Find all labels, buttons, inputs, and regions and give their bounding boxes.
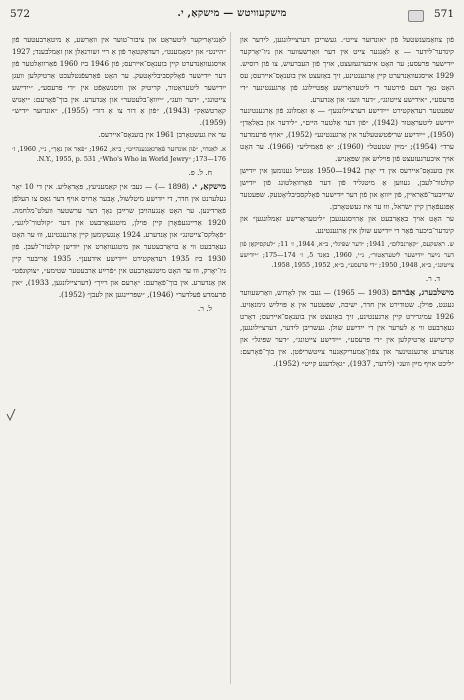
paragraph: שפּעטער רעדאַקטירט ״ייִדישע דערציילונגען״ — אַ זאַמלונג פֿון אַרגענטינער ייִדישע ליטעראַטור (1942), ״פֿון דער אַלטער היים״, ״לידער און באַלאַדן״ (1950), ״ייִדישע שריפֿטשטעלער אין אַרגענטינע״ (1952), ״אויף פֿרעמדער ערד״ (1954); ״מײַן שטעטל״ (1960); ״אַ פֿאַמיליע״ (1966). ער האָט אויך איבערגעזעצט פֿון פּויליש און שפּאַניש. <box>240 106 454 164</box>
entry-body: — געב׳ אין לאָדזש, וואַרשעווער געגנט, פּוילן. שטודירט אין חדר, ישיבה, שפּעטער אין אַ פּויליש גימנאַזיע. 1926 עמיגרירט קיין אַרגענטינע, זיך באַזעצט אין בוענאָס־איירעס; דאָרט געאַרבעט ווי אַ לערער אין די ייִדישע שולן. געשריבן לידער, דערציילונגען, קריטישע אַרטיקלען אין ״די פּרעסע״, ״ייִדישע צייטונג״, ״דער שפּיגל״ און אַנדערע אַרגענטינער און צפֿון־אַמעריקאַנער צײַטשריפֿטן. אין בוך־פֿאָרעם: ״ליכט אויף מײַן וועג״ (לידער, 1937), ״גאָלדענע קייט״ (1952). <box>240 287 454 369</box>
entry-years: (1898 —) <box>155 182 189 192</box>
running-title: מישקעוויטש — מישקאַ, י. <box>177 8 287 19</box>
author-signature: ל. ר. <box>197 304 212 314</box>
column-divider <box>230 32 231 684</box>
paragraph: אין בוענאָס־איירעס אין די יאָרן 1942—1950 אַנטייל גענומען אין ייִדישן קולטור־לעבן, געווען אַ מיטגליד פֿון דער פֿאַרוואַלטונג פֿון ייִדישן שרײַבער־פֿאַראיין, פֿון ייִוואָ און פֿון דער ייִדישער פֿאָלקסביבליאָטעק. שפּעטער אָפּגעפֿאָרן קיין ישׂראל, וווּ ער איז געשטאָרבן. <box>240 165 454 211</box>
entry-name: מישלבערג, אַבֿרהם <box>391 286 454 297</box>
entry-paragraph <box>240 287 454 370</box>
entry-years: (1903 — 1965) <box>333 287 389 297</box>
entry-paragraph <box>12 181 226 300</box>
pencil-check-mark-icon <box>6 408 16 422</box>
left-column <box>12 34 226 313</box>
right-column <box>240 34 454 370</box>
sources-note: א. לאַנדוי, ״פֿון אונדזער פֿאַרגאַנגענהייט״, ב״א, 1962; ״פֿאַר און נאָך״, נ״י, 1960, ז׳ 176—173; ״Who's Who in World Jewry״, N.Y., 1955, p. 531. <box>12 145 226 164</box>
running-header <box>10 8 454 26</box>
paragraph: פֿון צוזאַמענשטעל פֿון ״אונדזער צייט״. געשריבן דערציילונגען, לידער און קינדער־לידער — אַ לאַנגער צייט אין דער וואַרשעווער און ניו־יאָרקער ייִדישער פּרעסע; ער האָט איבערגעזעצט, אויך פֿון העברעיִש, צו פֿון רוסיש. 1929 אויסגעוואַנדערט קיין אַרגענטינע, זיך באַזעצט אין בוענאָס־איירעס; עס האָט נאָך דעם פֿירטער די ליטעראַרישע אָפּטיילונג פֿון אַרגענטינער ״די פּרעסע״, ״אידישע צייטונג״, ״דער וועג״ און אַנדערע. <box>240 35 454 104</box>
page-number-right: 571 <box>433 8 454 20</box>
sources-note: ש. ראַשקעס, ״קאָרנבלום״, 1941; ״דער שפּיגל״, ב״א, 1944, ז׳ 11; ״לעקסיקאָן פֿון דער נײַער ייִדישער ליטעראַטור״, נ״י, 1960, באַנד 5, ז׳ 174—175; ״ייִדישע צייטונג״, ב״א, 1948, 1950; ״די פּרעסע״, ב״א, 1952, 1955, 1958. <box>240 240 454 269</box>
paragraph: לאַנגיאָריקער ליטעראַט און ציבור־טוער אין וואַרשע, אַ מיטאַרבעטער פֿון ״היינט״ און ״מאָמענט״, רעדאַקטאָר פֿון אַ ריי זשורנאַלן און זאַמלבענד; 1927 אויסגעוואַנדערט קיין בוענאָס־איירעס; פֿון 1946 ביז 1960 פֿאַרוואַלטער פֿון דער ייִדישער פֿאָלקסביבליאָטעק. ער האָט פֿאַרעפֿנטלעכט אַרטיקלען וועגן ייִדישער ליטעראַטור, קריטיק און וויסנשאַפֿט אין ״די פּרעסע״, ״ייִדישע צייטונג״, ״דער וועג״, ״ייִוואָ־בלעטער״ און אַנדערע. אין בוך־פֿאָרעם: ״יאַנוש קאָרטשאַק״ (1943), ״פֿון אַ דור צו אַ דור״ (1955), ״אונדזער ייִדיש״ (1959). <box>12 35 227 128</box>
author-signature: ח. ל. פ. <box>188 168 212 178</box>
sticker-mark-icon <box>408 10 424 22</box>
author-signature: ד. ר. <box>425 273 440 283</box>
paragraph: ער האָט אויך באַאַרבעט און אַרויסגעגעבן ״ליטעראַרישע זאַמלונגען״ און קינדער־ביכער פֿאַר די ייִדישע שולן אין אַרגענטינע. <box>240 213 454 235</box>
entry-name: מישקאַ, י. <box>191 181 226 192</box>
paragraph: ער איז געשטאָרבן 1961 אין בוענאָס־איירעס. <box>98 130 226 140</box>
page-number-left: 572 <box>10 8 31 20</box>
entry-body: — געב׳ אין קאַמעניעץ, פּאָדאָליע. אין די 10 יאָר געלערנט אין חדר, די ייִדישע מיטלשול, אָבער אַרויס אויף דער גאַס צו העלפֿן פֿאַרדינען. ער האָט אָנגעהויבן שרײַבן נאָך דער ערשטער וועלט־מלחמה. 1920 אַריינגעפֿאָרן קיין פּוילן, מיטגעאַרבעט אין דער ״קולטור־ליגע״, ״פֿאָלקס־צייטונג״ און אַנדערע. 1924 אָנגעקומען קיין אַרגענטינע, וווּ ער האָט געאַרבעט ווי אַ בויאַרבעטער און מיטגעוואַרט אין ייִדישן קולטור־לעבן. פֿון 1930 ביז 1935 רעדאַקטירט ״ייִדישע אידעען״. 1935 אַריבער קיין ניו־יאָרק, וווּ ער האָט מיטגעאַרבעט אין ״פֿרײַע אַרבעטער שטימע״, ״צוקונפֿט״ און אַנדערע. אין בוך־פֿאָרעם: ״אָרעם און רײַך״ (דערציילונגען, 1933), ״אין פֿרעמדע פֿעלדער״ (1946), ״שפּריינגען און לעבן״ (1952). <box>12 182 227 299</box>
